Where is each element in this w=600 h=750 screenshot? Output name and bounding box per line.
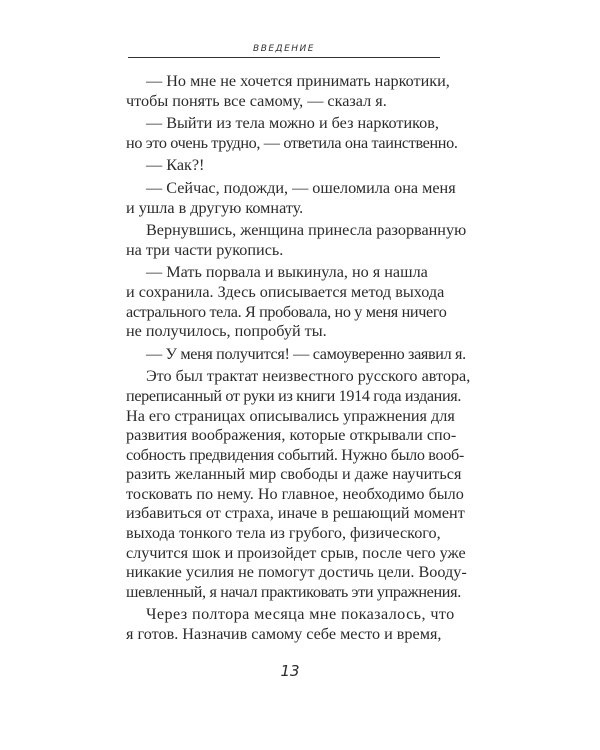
text-line: — Сейчас, подожди, — ошеломила она меня <box>146 178 456 197</box>
body-text <box>126 72 471 645</box>
text-line: шевленный, я начал практиковать эти упражнения. <box>126 582 461 601</box>
text-line: но это очень трудно, — ответила она таинственно. <box>126 133 458 152</box>
text-line: случится шок и произойдет срыв, после чего уже <box>126 543 466 562</box>
text-line: — У меня получится! — самоуверенно заявил я. <box>146 344 466 363</box>
running-header <box>128 44 440 60</box>
text-line: чтобы понять все самому, — сказал я. <box>126 91 387 110</box>
text-line: — Но мне не хочется принимать наркотики, <box>146 72 450 90</box>
text-line: переписанный от руки из книги 1914 года издания. <box>126 386 462 405</box>
chapter-title: ВВЕДЕНИЕ <box>253 44 315 54</box>
text-line: разить желанный мир свободы и даже научиться <box>126 465 462 484</box>
text-line: Это был трактат неизвестного русского автора, <box>146 367 471 386</box>
text-line: и ушла в другую комнату. <box>126 198 304 217</box>
text-line: На его страницах описывались упражнения для <box>126 406 455 425</box>
text-line: никакие усилия не помогут достичь цели. Вооду- <box>126 563 467 582</box>
text-line: — Выйти из тела можно и без наркотиков, <box>146 114 439 133</box>
header-rule <box>128 57 440 58</box>
text-line: выхода тонкого тела из грубого, физического, <box>126 524 441 543</box>
text-line: тосковать по нему. Но главное, необходимо было <box>126 484 464 503</box>
text-line: я готов. Назначив самому себе место и время, <box>126 625 442 644</box>
text-line: Через полтора месяца мне показалось, что <box>146 605 455 624</box>
text-line: Вернувшись, женщина принесла разорванную <box>146 221 467 240</box>
text-line: избавиться от страха, иначе в решающий момент <box>126 504 465 523</box>
page-number: 13 <box>280 662 300 680</box>
text-line: — Мать порвала и выкинула, но я нашла <box>146 263 428 282</box>
text-line: на три части рукопись. <box>126 240 284 259</box>
text-line: собность предвидения событий. Нужно было вооб- <box>126 445 464 464</box>
text-line: астрального тела. Я пробовала, но у меня ничего <box>126 302 447 321</box>
text-line: — Как?! <box>146 156 205 175</box>
text-line: развития воображения, которые открывали спо- <box>126 426 457 445</box>
text-line: и сохранила. Здесь описывается метод выхода <box>126 282 445 301</box>
text-line: не получилось, попробуй ты. <box>126 322 327 341</box>
